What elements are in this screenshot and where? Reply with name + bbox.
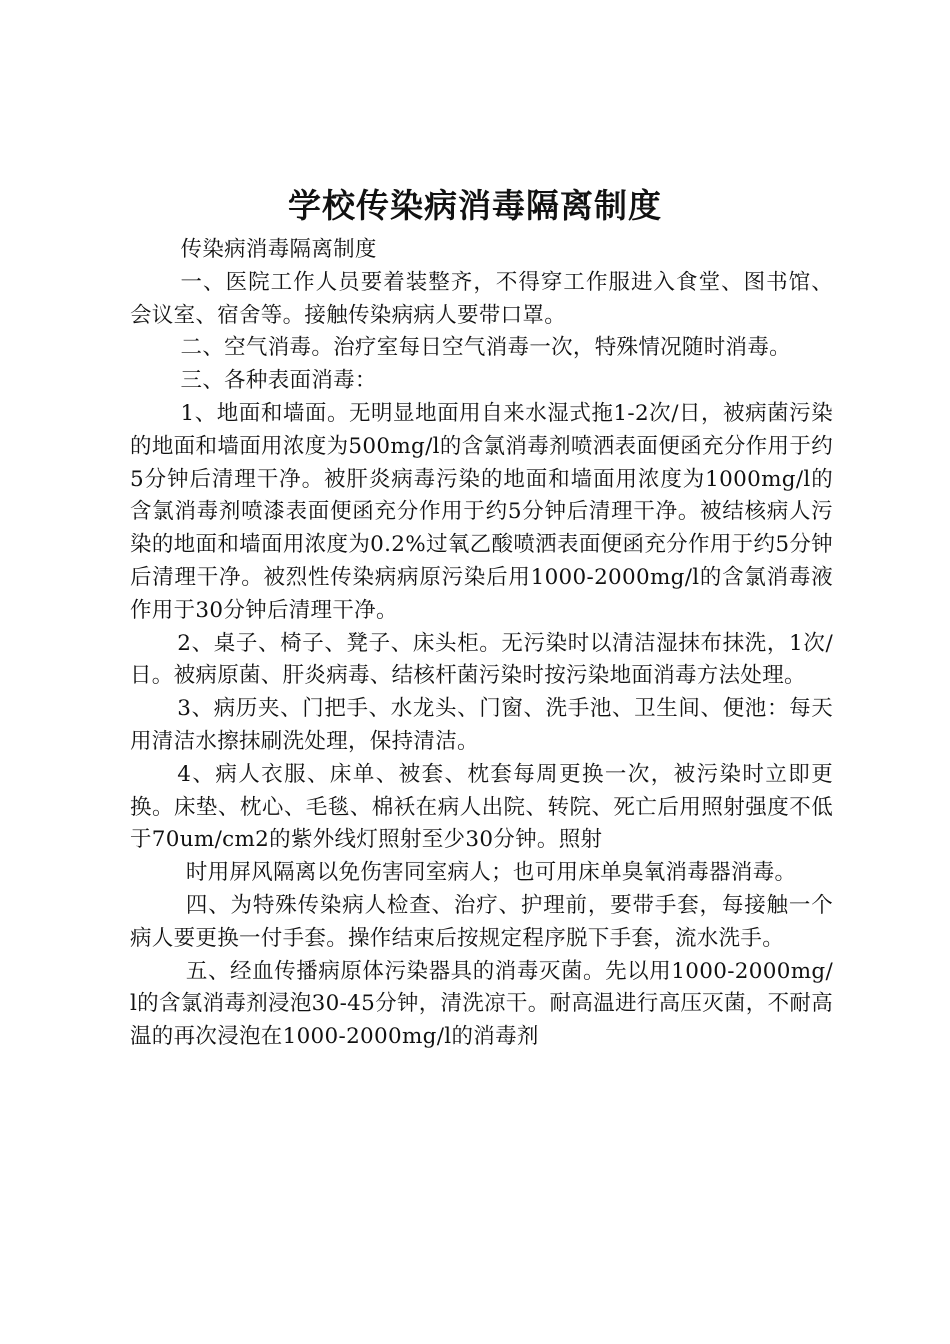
paragraph-section-2: 二、空气消毒。治疗室每日空气消毒一次，特殊情况随时消毒。: [180, 335, 791, 361]
paragraph-item-4-continued: 时用屏风隔离以免伤害同室病人；也可用床单臭氧消毒器消毒。: [185, 860, 797, 886]
paragraph-section-1: 一、医院工作人员要着装整齐，不得穿工作服进入食堂、图书馆、会议室、宿舍等。接触传染病病人要带口罩。: [130, 269, 833, 328]
document-body: [130, 234, 833, 1054]
document-title: 学校传染病消毒隔离制度: [288, 186, 662, 225]
paragraph-item-3: 3、病历夹、门把手、水龙头、门窗、洗手池、卫生间、便池：每天用清洁水擦抹刷洗处理，保持清洁。: [130, 696, 833, 754]
paragraph-item-2: 2、桌子、椅子、凳子、床头柜。无污染时以清洁湿抹布抹洗，1次/日。被病原菌、肝炎病毒、结核杆菌污染时按污染地面消毒方法处理。: [130, 630, 833, 689]
paragraph-section-5: 五、经血传播病原体污染器具的消毒灭菌。先以用1000-2000mg/l的含氯消毒剂浸泡30-45分钟，清洗凉干。耐高温进行高压灭菌，不耐高温的再次浸泡在1000-2000mg/l的消毒剂: [130, 958, 833, 1050]
paragraph-subtitle: 传染病消毒隔离制度: [180, 237, 377, 262]
paragraph-section-3: 三、各种表面消毒：: [180, 368, 377, 394]
paragraph-item-4: 4、病人衣服、床单、被套、枕套每周更换一次，被污染时立即更换。床垫、枕心、毛毯、棉袄在病人出院、转院、死亡后用照射强度不低于70um/cm2的紫外线灯照射至少30分钟。照射: [130, 761, 833, 853]
paragraph-section-4: 四、为特殊传染病人检查、治疗、护理前，要带手套，每接触一个病人要更换一付手套。操作结束后按规定程序脱下手套，流水洗手。: [130, 892, 833, 951]
paragraph-item-1: 1、地面和墙面。无明显地面用自来水湿式拖1-2次/日，被病菌污染的地面和墙面用浓度为500mg/l的含氯消毒剂喷洒表面便函充分作用于约5分钟后清理干净。被肝炎病毒污染的地面和墙面用浓度为1000mg/l的含氯消毒剂喷漆表面便函充分作用于约5分钟后清理干净。被结核病人污染的地面和墙面用浓度为0.2%过氧乙酸喷洒表面便函充分作用于约5分钟后清理干净。被烈性传染病病原污染后用1000-2000mg/l的含氯消毒液作用于30分钟后清理干净。: [130, 400, 833, 623]
